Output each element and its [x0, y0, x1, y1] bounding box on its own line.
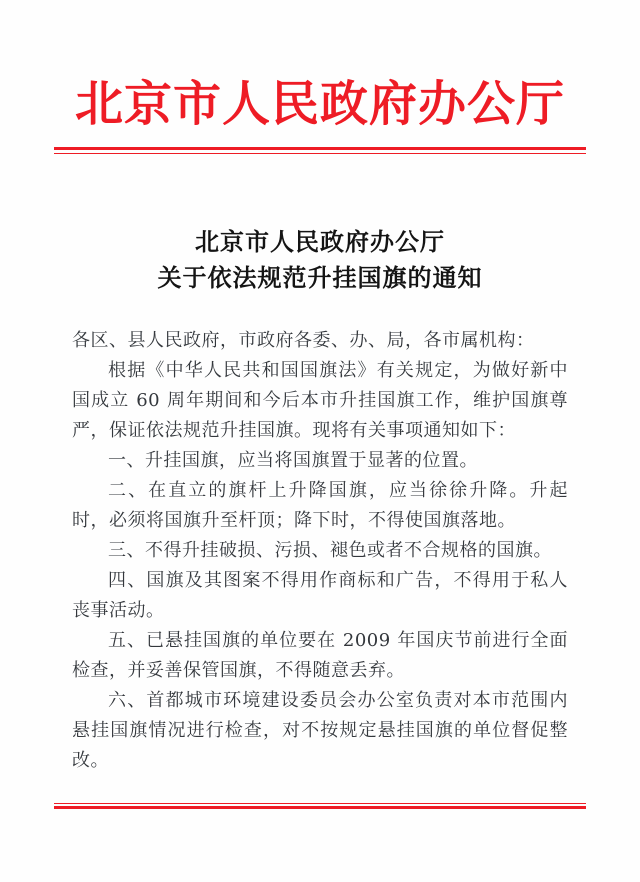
body-paragraph: 根据《中华人民共和国国旗法》有关规定，为做好新中国成立 60 周年期间和今后本市升挂国旗工作，维护国旗尊严，保证依法规范升挂国旗。现将有关事项通知如下： [72, 360, 568, 441]
body-paragraph: 一、升挂国旗，应当将国旗置于显著的位置。 [108, 450, 478, 471]
document-title [0, 224, 640, 296]
salutation-line: 各区、县人民政府，市政府各委、办、局，各市属机构： [72, 330, 535, 351]
body-paragraph: 六、首都城市环境建设委员会办公室负责对本市范围内悬挂国旗情况进行检查，对不按规定悬挂国旗的单位督促整改。 [72, 690, 568, 771]
footer-rule-thick [54, 806, 586, 809]
body-paragraph: 三、不得升挂破损、污损、褪色或者不合规格的国旗。 [108, 540, 552, 561]
document-title-line1: 北京市人民政府办公厅 [195, 227, 445, 256]
letterhead-issuer: 北京市人民政府办公厅 [74, 76, 565, 132]
document-title-line2: 关于依法规范升挂国旗的通知 [157, 263, 483, 292]
letterhead-rule-thin [54, 153, 586, 154]
body-paragraph: 五、已悬挂国旗的单位要在 2009 年国庆节前进行全面检查，并妥善保管国旗，不得随意丢弃。 [72, 630, 568, 681]
body-paragraph: 二、在直立的旗杆上升降国旗，应当徐徐升降。升起时，必须将国旗升至杆顶；降下时，不得使国旗落地。 [72, 480, 568, 531]
paragraph-list [72, 356, 568, 776]
footer-rule-thin [54, 803, 586, 804]
body-paragraph: 四、国旗及其图案不得用作商标和广告，不得用于私人丧事活动。 [72, 570, 568, 621]
letterhead-rule-thick [54, 147, 586, 150]
document-body [72, 326, 568, 776]
